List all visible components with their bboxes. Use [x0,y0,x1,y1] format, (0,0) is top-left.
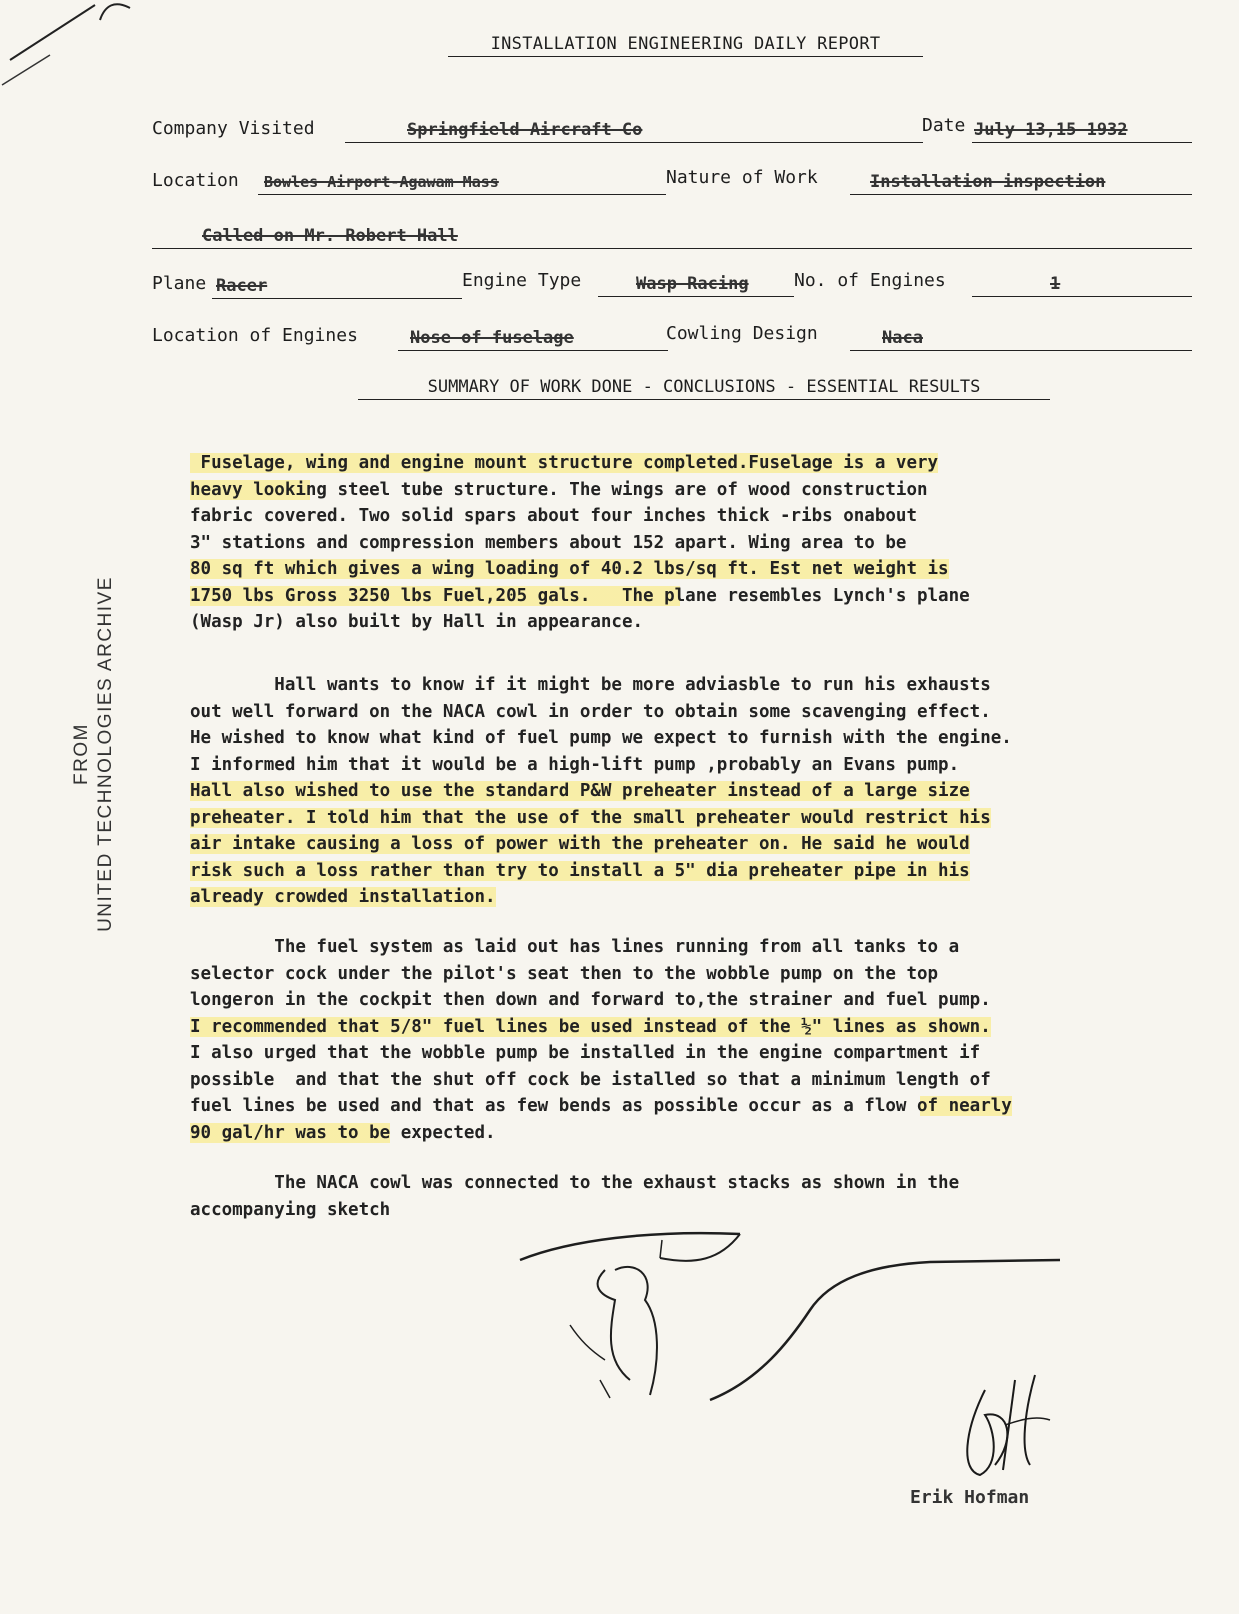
cowling-field [850,328,1192,351]
nature-label: Nature of Work [666,167,818,188]
archive-stamp-name: UNITED TECHNOLOGIES ARCHIVE [95,576,116,932]
p2-line: I informed him that it would be a high-lift pump ,probably an Evans pump. [190,754,960,775]
archive-stamp [70,554,118,954]
p4-line: accompanying sketch [190,1199,391,1220]
p3-line: longeron in the cockpit then down and forward to,the strainer and fuel pump. [190,990,991,1010]
company-label: Company Visited [152,118,315,139]
date-field [972,120,1192,143]
p2-line: He wished to know what kind of fuel pump we expect to furnish with the engine. [190,728,1012,748]
nature-value: Installation inspection [870,172,1106,192]
p2-line: air intake causing a loss of power with the preheater on. He said he would [190,834,970,854]
p2-line: out well forward on the NACA cowl in order to obtain some scavenging effect. [190,701,991,722]
p1-line: Fuselage, wing and engine mount structure completed.Fuselage is a very [190,453,939,473]
p4-line: The NACA cowl was connected to the exhaust stacks as shown in the [190,1173,960,1193]
location-field [258,172,666,195]
p3-line: possible and that the shut off cock be istalled so that a minimum length of [190,1069,991,1090]
p3-line: I recommended that 5/8" fuel lines be used instead of the ½" lines as shown. [190,1016,991,1037]
engine-location-label: Location of Engines [152,325,358,346]
signer-name: Erik Hofman [910,1487,1030,1508]
called-on-value: Called on Mr. Robert Hall [202,226,458,246]
date-value: July 13,15 1932 [974,120,1128,140]
p2-line: risk such a loss rather than try to install a 5" dia preheater pipe in his [190,860,970,881]
called-on-field [152,226,1192,249]
p2-line: already crowded installation. [190,887,496,907]
engine-type-label: Engine Type [462,270,582,291]
engine-location-value: Nose of fuselage [410,328,574,348]
date-label: Date [922,115,966,136]
p3-line: The fuel system as laid out has lines running from all tanks to a [190,937,960,957]
p1-line: heavy looking steel tube structure. The wings are of wood construction [190,479,928,500]
paragraph-4 [190,1170,1200,1223]
p2-line: Hall wants to know if it might be more adviasble to run his exhausts [190,675,991,695]
location-value: Bowles Airport-Agawam Mass [264,173,499,191]
summary-title: SUMMARY OF WORK DONE - CONCLUSIONS - ESSENTIAL RESULTS [358,377,1050,400]
p3-line: selector cock under the pilot's seat then to the wobble pump on the top [190,963,939,984]
paragraph-1 [190,450,1200,636]
p2-line: preheater. I told him that the use of the small preheater would restrict his [190,807,991,828]
p2-line: Hall also wished to use the standard P&W preheater instead of a large size [190,781,970,801]
p3-line: 90 gal/hr was to be expected. [190,1122,496,1143]
paragraph-3 [190,934,1200,1146]
plane-value: Racer [216,276,268,296]
p1-line: 3" stations and compression members about 152 apart. Wing area to be [190,532,907,553]
nature-field [850,172,1192,195]
p1-line: (Wasp Jr) also built by Hall in appearance. [190,612,644,632]
cowling-value: Naca [882,328,923,348]
p1-line: fabric covered. Two solid spars about four inches thick -ribs onabout [190,506,917,526]
cowling-label: Cowling Design [666,323,818,344]
p3-line: I also urged that the wobble pump be installed in the engine compartment if [190,1043,981,1063]
p3-line: fuel lines be used and that as few bends as possible occur as a flow of nearly [190,1096,1012,1116]
company-value: Springfield Aircraft Co [407,120,643,140]
corner-pen-marks [0,0,200,120]
paragraph-2 [190,672,1200,911]
num-engines-field [972,274,1192,297]
company-field [345,120,923,143]
engine-location-field [398,328,668,351]
num-engines-value: 1 [1050,274,1061,294]
num-engines-label: No. of Engines [794,270,946,291]
location-label: Location [152,170,239,191]
p1-line: 80 sq ft which gives a wing loading of 40.2 lbs/sq ft. Est net weight is [190,559,949,579]
archive-stamp-from: FROM [71,723,92,785]
engine-type-field [598,274,794,297]
report-title: INSTALLATION ENGINEERING DAILY REPORT [448,34,923,57]
plane-label: Plane [152,273,207,294]
p1-line: 1750 lbs Gross 3250 lbs Fuel,205 gals. The plane resembles Lynch's plane [190,585,970,606]
signature [955,1370,1065,1485]
plane-field [212,276,462,299]
engine-type-value: Wasp Racing [636,274,749,294]
